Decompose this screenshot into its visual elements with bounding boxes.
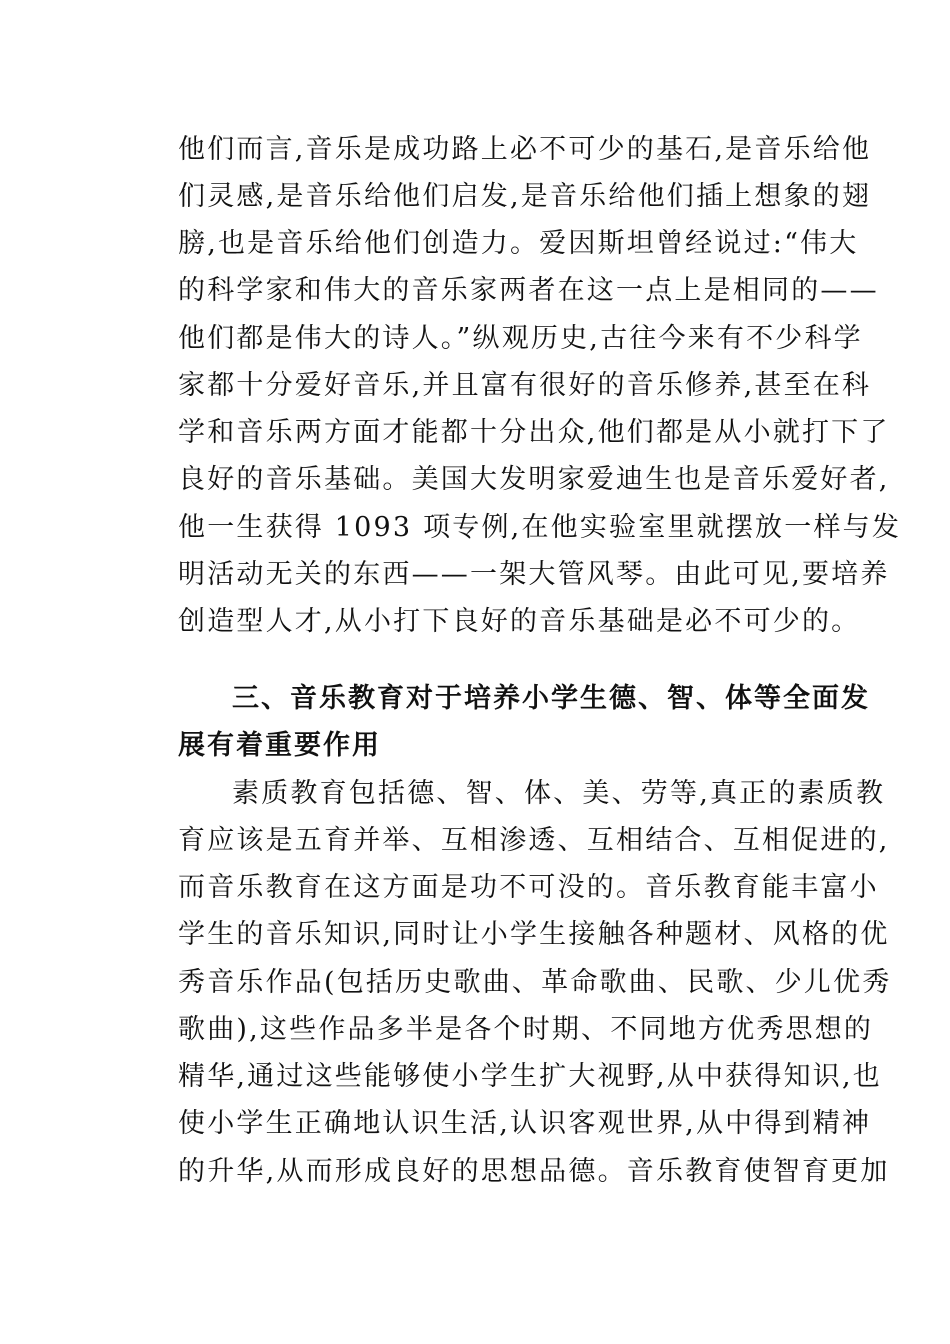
paragraph-line: 素质教育包括德、智、体、美、劳等,真正的素质教 [232,778,886,809]
paragraph-line: 而音乐教育在这方面是功不可没的。音乐教育能丰富小 [178,872,879,903]
paragraph-line: 的升华,从而形成良好的思想品德。音乐教育使智育更加 [178,1156,890,1187]
paragraph-line: 秀音乐作品(包括历史歌曲、革命歌曲、民歌、少儿优秀 [178,967,892,998]
paragraph-line: 他们都是伟大的诗人。”纵观历史,古往今来有不少科学 [178,323,863,354]
paragraph-line: 歌曲),这些作品多半是各个时期、不同地方优秀思想的 [178,1014,874,1045]
paragraph-line: 们灵感,是音乐给他们启发,是音乐给他们插上想象的翅 [178,181,872,212]
paragraph-line: 他一生获得 1093 项专例,在他实验室里就摆放一样与发 [178,512,902,543]
paragraph-line: 学和音乐两方面才能都十分出众,他们都是从小就打下了 [178,417,890,448]
paragraph-line: 明活动无关的东西——一架大管风琴。由此可见,要培养 [178,559,890,590]
paragraph-line: 家都十分爱好音乐,并且富有很好的音乐修养,甚至在科 [178,370,872,401]
paragraph-line: 精华,通过这些能够使小学生扩大视野,从中获得知识,也 [178,1061,882,1092]
paragraph-line: 育应该是五育并举、互相渗透、互相结合、互相促进的, [178,825,890,856]
heading-line: 三、音乐教育对于培养小学生德、智、体等全面发 [232,683,870,714]
paragraph-line: 良好的音乐基础。美国大发明家爱迪生也是音乐爱好者, [178,464,890,495]
paragraph-line: 使小学生正确地认识生活,认识客观世界,从中得到精神 [178,1108,872,1139]
paragraph-line: 的科学家和伟大的音乐家两者在这一点上是相同的—— [178,275,879,306]
paragraph-line: 膀,也是音乐给他们创造力。爱因斯坦曾经说过:“伟大 [178,228,859,259]
paragraph-line: 创造型人才,从小打下良好的音乐基础是必不可少的。 [178,606,861,637]
paragraph-line: 学生的音乐知识,同时让小学生接触各种题材、风格的优 [178,919,890,950]
paragraph-line: 他们而言,音乐是成功路上必不可少的基石,是音乐给他 [178,134,872,165]
heading-line: 展有着重要作用 [178,730,381,761]
